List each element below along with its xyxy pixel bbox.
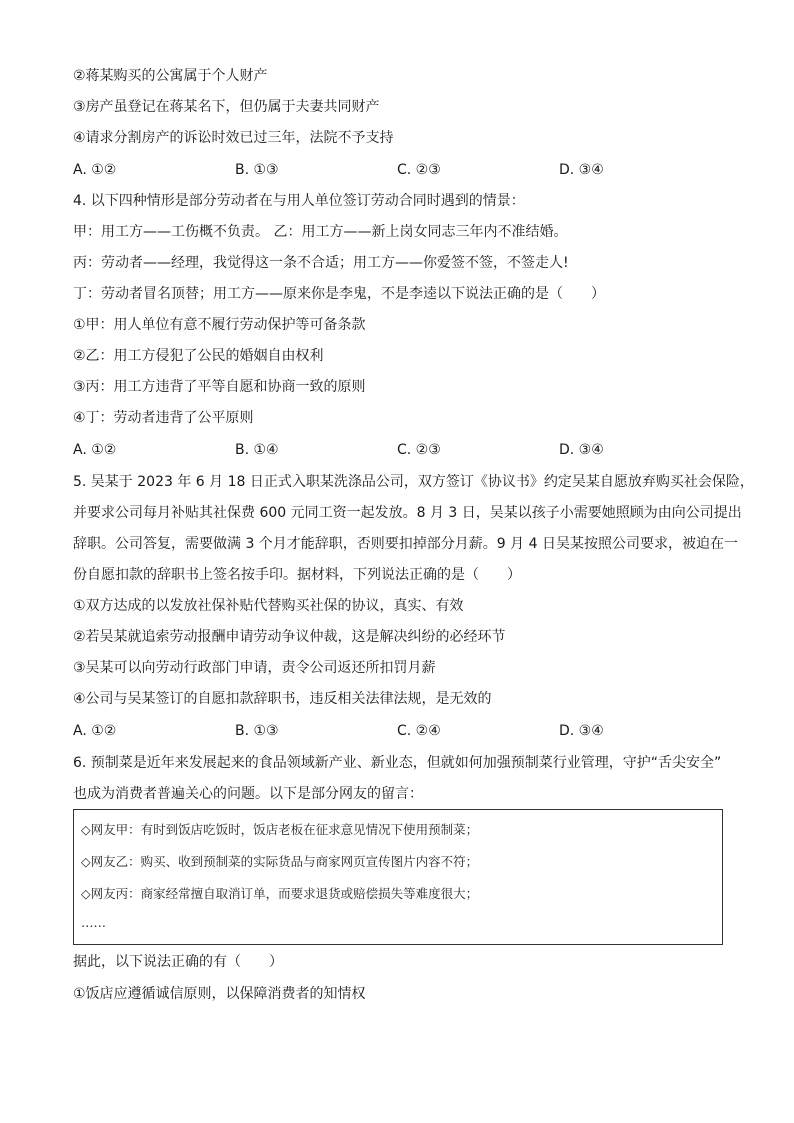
q6-question: 据此，以下说法正确的有（ ）: [73, 954, 283, 970]
q5-stem-line-4: 份自愿扣款的辞职书上签名按手印。据材料，下列说法正确的是（ ）: [73, 567, 521, 583]
comment-ellipsis: ……: [81, 915, 106, 930]
q4-option-b[interactable]: B. ①④: [235, 442, 279, 458]
q4-item-2: ②乙：用工方侵犯了公民的婚姻自由权利: [73, 348, 324, 364]
q4-options: [73, 440, 733, 460]
q4-scene-3: 丁：劳动者冒名顶替；用工方——原来你是李鬼，不是李逵以下说法正确的是（ ）: [73, 286, 605, 302]
q5-item-3: ③吴某可以向劳动行政部门申请，责令公司返还所扣罚月薪: [73, 660, 436, 676]
q3-option-c[interactable]: C. ②③: [397, 162, 441, 178]
q6-item-1: ①饭店应遵循诚信原则，以保障消费者的知情权: [73, 986, 366, 1002]
q3-item-4: ④请求分割房产的诉讼时效已过三年，法院不予支持: [73, 130, 394, 146]
q3-option-b[interactable]: B. ①③: [235, 162, 279, 178]
q3-option-d[interactable]: D. ③④: [559, 162, 604, 178]
q5-item-2: ②若吴某就追索劳动报酬申请劳动争议仲裁，这是解决纠纷的必经环节: [73, 629, 506, 645]
q6-stem-line-1: 6. 预制菜是近年来发展起来的食品领域新产业、新业态，但就如何加强预制菜行业管理，守护“舌尖安全”: [73, 755, 722, 771]
q4-item-3: ③丙：用工方违背了平等自愿和协商一致的原则: [73, 379, 366, 395]
q4-option-d[interactable]: D. ③④: [559, 442, 604, 458]
q3-item-3: ③房产虽登记在蒋某名下，但仍属于夫妻共同财产: [73, 99, 380, 115]
q5-item-4: ④公司与吴某签订的自愿扣款辞职书，违反相关法律法规，是无效的: [73, 691, 492, 707]
comment-netizen-a: ◇网友甲：有时到饭店吃饭时，饭店老板在征求意见情况下使用预制菜；: [81, 822, 479, 837]
q6-stem-line-2: 也成为消费者普遍关心的问题。以下是部分网友的留言：: [73, 786, 423, 802]
q5-option-b[interactable]: B. ①③: [235, 723, 279, 739]
comment-netizen-b: ◇网友乙：购买、收到预制菜的实际货品与商家网页宣传图片内容不符；: [81, 854, 479, 869]
q3-options: [73, 160, 733, 180]
q4-item-1: ①甲：用人单位有意不履行劳动保护等可备条款: [73, 317, 366, 333]
q3-item-2: ②蒋某购买的公寓属于个人财产: [73, 68, 268, 84]
q5-item-1: ①双方达成的以发放社保补贴代替购买社保的协议，真实、有效: [73, 598, 464, 614]
q4-scene-2: 丙：劳动者——经理，我觉得这一条不合适；用工方——你爱签不签，不签走人!: [73, 255, 569, 271]
q3-option-a[interactable]: A. ①②: [73, 162, 117, 178]
q5-option-c[interactable]: C. ②④: [397, 723, 441, 739]
comment-netizen-c: ◇网友丙：商家经常擅自取消订单，而要求退货或赔偿损失等难度很大；: [81, 886, 479, 901]
q5-stem-line-1: 5. 吴某于 2023 年 6 月 18 日正式入职某洗涤品公司，双方签订《协议书》约定吴某自愿放弃购买社会保险，: [73, 474, 754, 490]
q5-stem-line-2: 并要求公司每月补贴其社保费 600 元同工资一起发放。8 月 3 日，吴某以孩子小需要她照顾为由向公司提出: [73, 505, 742, 521]
q4-item-4: ④丁：劳动者违背了公平原则: [73, 410, 254, 426]
q5-stem-line-3: 辞职。公司答复，需要做满 3 个月才能辞职，否则要扣掉部分月薪。9 月 4 日吴某按照公司要求，被迫在一: [73, 536, 738, 552]
q5-option-a[interactable]: A. ①②: [73, 723, 117, 739]
q5-options: [73, 721, 733, 741]
q5-option-d[interactable]: D. ③④: [559, 723, 604, 739]
q4-option-c[interactable]: C. ②③: [397, 442, 441, 458]
q4-option-a[interactable]: A. ①②: [73, 442, 117, 458]
netizen-comments-box: [73, 809, 723, 945]
q4-stem: 4. 以下四种情形是部分劳动者在与用人单位签订劳动合同时遇到的情景：: [73, 193, 525, 209]
q4-scene-1: 甲：用工方——工伤概不负责。 乙：用工方——新上岗女同志三年内不准结婚。: [73, 224, 568, 240]
